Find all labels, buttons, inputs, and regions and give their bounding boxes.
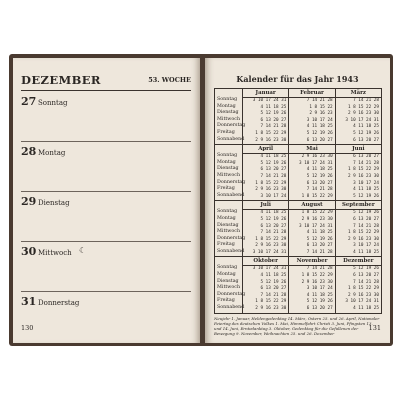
- date-row: 3 10 17 24 31: [252, 249, 287, 255]
- date-row: 1 8 15 22 29: [347, 230, 379, 236]
- weekday-label: Sonntag: [217, 97, 238, 102]
- month-name: September: [336, 201, 381, 210]
- day-name: Dienstag: [38, 199, 70, 207]
- day-entry: [21, 91, 191, 142]
- calendar-quarter: [215, 201, 381, 257]
- date-row: 2 9 16 23 30: [347, 111, 379, 117]
- date-row: 6 13 20 27: [306, 137, 333, 143]
- month-name: Mai: [289, 145, 334, 154]
- date-row: 6 13 20 27: [304, 180, 333, 186]
- date-row: 4 11 18 25: [257, 273, 287, 279]
- date-row: 3 10 17 24 31: [299, 160, 333, 166]
- weekday-label: Sonntag: [217, 153, 238, 159]
- date-row: 3 10 17 24: [353, 243, 379, 249]
- weekday-label: Dienstag: [217, 110, 239, 116]
- date-row: 5 12 19 26: [257, 160, 287, 166]
- weekday-label: Freitag: [217, 129, 235, 135]
- month-name: Dezember: [336, 257, 381, 266]
- weekday-column: [215, 201, 246, 256]
- day-name: Montag: [38, 149, 66, 157]
- date-row: 4 11 18 25: [353, 249, 379, 255]
- month-column: [243, 201, 289, 256]
- date-row: 3 10 17 24: [306, 117, 333, 123]
- month-name: Juni: [336, 145, 381, 154]
- month-column: [289, 89, 335, 144]
- weekday-column: [215, 145, 246, 200]
- date-row: 3 10 17 24 31: [345, 117, 379, 123]
- weekday-label: Donnerstag: [217, 123, 246, 129]
- month-column: [243, 145, 289, 200]
- weekday-label: Montag: [217, 215, 236, 221]
- weekday-label: Donnerstag: [217, 179, 246, 185]
- page-number: 130: [21, 324, 34, 332]
- month-name: Oktober: [243, 257, 288, 266]
- date-row: 7 14 21 28: [304, 98, 333, 103]
- day-name: Mittwoch: [38, 249, 72, 257]
- weekday-label: Dienstag: [217, 222, 239, 228]
- month-column: [336, 89, 381, 144]
- weekday-label: Donnerstag: [217, 291, 246, 297]
- date-row: 3 10 17 24: [353, 180, 379, 186]
- date-row: 7 14 21 28: [304, 187, 333, 193]
- calendar-quarter: [215, 257, 381, 313]
- date-row: 1 8 15 22 29: [347, 167, 379, 173]
- date-row: 1 8 15 22 29: [301, 273, 333, 279]
- weekday-label: Dienstag: [217, 278, 239, 284]
- date-row: 6 13 20 27: [257, 117, 287, 123]
- date-row: 5 12 19 26: [353, 130, 379, 136]
- month-name: Februar: [289, 89, 334, 98]
- date-row: 5 12 19 26: [350, 210, 379, 216]
- week-number: 53. WOCHE: [148, 76, 191, 84]
- month-column: [336, 257, 381, 312]
- month-column: [336, 201, 381, 256]
- date-row: 5 12 19 26: [306, 130, 333, 136]
- calendar-quarter: [215, 89, 381, 145]
- day-number: 29: [21, 195, 37, 208]
- day-number: 31: [21, 295, 37, 308]
- date-row: 5 12 19 26: [257, 279, 287, 285]
- weekday-label: Montag: [217, 159, 236, 165]
- weekday-label: Sonnabend: [217, 136, 245, 142]
- date-row: 1 8 15 22 29: [301, 193, 333, 199]
- weekday-label: Sonnabend: [217, 248, 245, 254]
- month-name: April: [243, 145, 288, 154]
- date-row: 2 9 16 23 30: [347, 236, 379, 242]
- day-name: Sonntag: [38, 99, 68, 107]
- month-column: [336, 145, 381, 200]
- calendar-quarter: [215, 145, 381, 201]
- date-row: 1 8 15 22 29: [347, 104, 379, 110]
- date-row: 7 14 21 28: [257, 292, 287, 298]
- date-row: 2 9 16 23: [309, 111, 333, 117]
- date-row: 5 12 19 26: [304, 173, 333, 179]
- date-row: 2 9 16 23 30: [255, 306, 287, 312]
- date-row: 7 14 21 28: [350, 98, 379, 103]
- date-row: 3 10 17 24 31: [252, 266, 287, 272]
- date-row: 4 11 18 25: [304, 167, 333, 173]
- page-number: 131: [368, 324, 381, 332]
- diary-header: [21, 72, 191, 91]
- weekday-column: [215, 89, 246, 144]
- day-entry: [21, 291, 191, 341]
- date-row: 4 11 18 25: [353, 124, 379, 130]
- weekday-label: Freitag: [217, 242, 235, 248]
- weekday-label: Mittwoch: [217, 172, 241, 178]
- date-row: 7 14 21 28: [304, 249, 333, 255]
- weekday-label: Mittwoch: [217, 116, 241, 122]
- date-row: 6 13 20 27: [257, 286, 287, 292]
- holiday-footnote: Neujahr 1. Januar, Heldengedenktag 14. März, Ostern 25. und 26. April, Nationaler Feiertag des deutschen Volkes 1. Mai, Himmelfahrt Christi 3. Juni, Pfingsten 13. und 14. Juni, Erntedanktag 3. Oktober, Gedenktag für die Gefallenen der Bewegung 9. November, Weihnachten 25. und 26. Dezember: [214, 316, 380, 336]
- date-row: 4 11 18 25: [257, 154, 287, 160]
- date-row: 6 13 20 27: [350, 216, 379, 222]
- date-row: 3 10 17 24: [260, 193, 287, 199]
- date-row: 4 11 18 25: [353, 187, 379, 193]
- moon-phase-icon: ☾: [79, 246, 87, 255]
- day-entry: [21, 241, 191, 292]
- weekday-label: Freitag: [217, 298, 235, 304]
- date-row: 4 11 18 25: [353, 306, 379, 312]
- date-row: 7 14 21 28: [350, 160, 379, 166]
- weekday-label: Mittwoch: [217, 285, 241, 291]
- date-row: 7 14 21 28: [304, 266, 333, 272]
- date-row: 6 13 20 27: [353, 137, 379, 143]
- month-name: Januar: [243, 89, 288, 98]
- date-row: 3 10 17 24: [306, 286, 333, 292]
- diary-page: [13, 58, 200, 343]
- date-row: 6 13 20 27: [306, 306, 333, 312]
- day-entry: [21, 191, 191, 242]
- day-number: 28: [21, 145, 37, 158]
- date-row: 6 13 20 27: [257, 223, 287, 229]
- date-row: 2 9 16 23 30: [255, 137, 287, 143]
- date-row: 1 8 15 22 29: [301, 210, 333, 216]
- date-row: 7 14 21 28: [257, 124, 287, 130]
- month-name: November: [289, 257, 334, 266]
- month-column: [243, 257, 289, 312]
- weekday-label: Sonntag: [217, 209, 238, 215]
- date-row: 5 12 19 26: [257, 216, 287, 222]
- date-row: 6 13 20 27: [257, 167, 287, 173]
- date-row: 2 9 16 23 30: [301, 279, 333, 285]
- date-row: 2 9 16 23 30: [301, 154, 333, 160]
- date-row: 4 11 18 25: [304, 230, 333, 236]
- date-row: 6 13 20 27: [350, 154, 379, 160]
- date-row: 7 14 21 28: [257, 173, 287, 179]
- day-entry: [21, 141, 191, 192]
- weekday-label: Donnerstag: [217, 235, 246, 241]
- date-row: 1 8 15 22 29: [347, 286, 379, 292]
- date-row: 7 14 21 28: [350, 223, 379, 229]
- date-row: 4 11 18 25: [257, 104, 287, 110]
- date-row: 5 12 19 26: [353, 193, 379, 199]
- month-column: [289, 145, 335, 200]
- date-row: 1 8 15 22 29: [255, 299, 287, 305]
- date-row: 2 9 16 23 30: [301, 216, 333, 222]
- date-row: 6 13 20 27: [304, 243, 333, 249]
- month-name: März: [336, 89, 381, 98]
- date-row: 5 12 19 26: [350, 266, 379, 272]
- date-row: 1 8 15 22 29: [255, 180, 287, 186]
- weekday-label: Montag: [217, 103, 236, 109]
- year-calendar-grid: [214, 88, 382, 314]
- date-row: 3 10 17 24 31: [299, 223, 333, 229]
- date-row: 2 9 16 23 30: [255, 243, 287, 249]
- month-title: DEZEMBER: [21, 73, 101, 87]
- weekday-label: Montag: [217, 272, 236, 278]
- date-row: 1 8 15 22 29: [255, 236, 287, 242]
- month-name: August: [289, 201, 334, 210]
- month-column: [289, 201, 335, 256]
- date-row: 5 12 19 26: [306, 299, 333, 305]
- weekday-label: Sonntag: [217, 265, 238, 271]
- weekday-label: Mittwoch: [217, 229, 241, 235]
- weekday-column: [215, 257, 246, 312]
- date-row: 7 14 21 28: [350, 279, 379, 285]
- date-row: 4 11 18 25: [306, 124, 333, 130]
- date-row: 5 12 19 26: [257, 111, 287, 117]
- date-row: 3 10 17 24 31: [345, 299, 379, 305]
- date-row: 6 13 20 27: [350, 273, 379, 279]
- date-row: 3 10 17 24 31: [250, 98, 287, 103]
- date-row: 1 8 15 22: [309, 104, 333, 110]
- day-number: 30: [21, 245, 37, 258]
- calendar-page: [205, 58, 390, 343]
- date-row: 2 9 16 23 30: [347, 173, 379, 179]
- date-row: 1 8 15 22 29: [255, 130, 287, 136]
- weekday-label: Freitag: [217, 186, 235, 192]
- day-name: Donnerstag: [38, 299, 80, 307]
- date-row: 7 14 21 28: [257, 230, 287, 236]
- month-column: [243, 89, 289, 144]
- day-number: 27: [21, 95, 37, 108]
- weekday-label: Sonnabend: [217, 192, 245, 198]
- weekday-label: Dienstag: [217, 166, 239, 172]
- date-row: 2 9 16 23 30: [255, 187, 287, 193]
- date-row: 4 11 18 25: [257, 210, 287, 216]
- date-row: 4 11 18 25: [306, 292, 333, 298]
- month-column: [289, 257, 335, 312]
- date-row: 5 12 19 26: [304, 236, 333, 242]
- date-row: 2 9 16 23 30: [347, 292, 379, 298]
- month-name: Juli: [243, 201, 288, 210]
- weekday-label: Sonnabend: [217, 305, 245, 311]
- calendar-title: Kalender für das Jahr 1943: [236, 74, 359, 84]
